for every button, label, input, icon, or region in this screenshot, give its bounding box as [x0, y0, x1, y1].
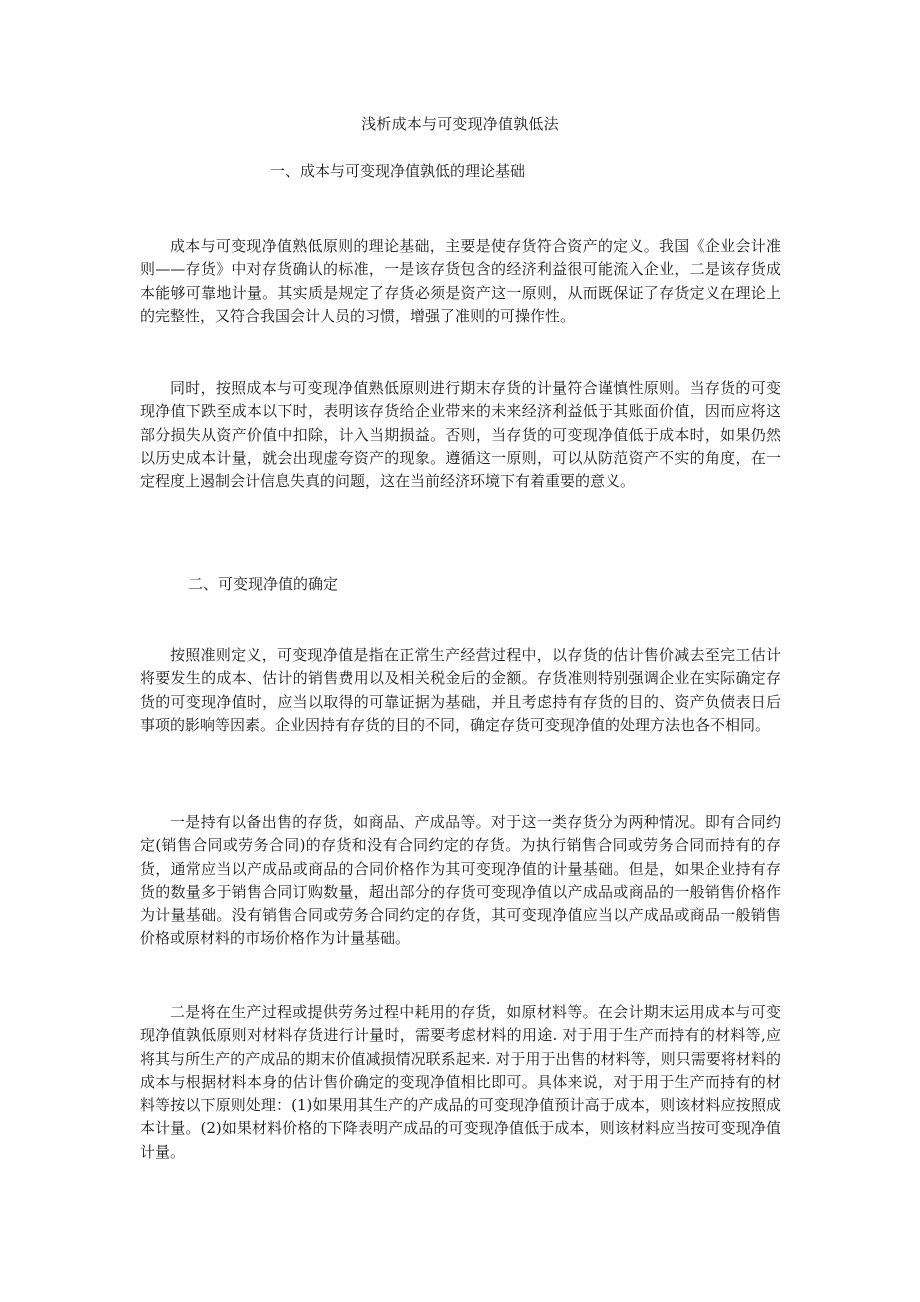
paragraph: 二是将在生产过程或提供劳务过程中耗用的存货，如原材料等。在会计期末运用成本与可变现净值孰低原则对材料存货进行计量时，需要考虑材料的用途. 对于用于生产而持有的材料等,应将其与所生产的产成品的期末价值减损情况联系起来. 对于用于出售的材料等，则只需要将材料的成本与根据材料本身的估计售价确定的变现净值相比即可。具体来说，对于用于生产而持有的材料等按以下原则处理：(1)如果用其生产的产成品的可变现净值预计高于成本，则该材料应按照成本计量。(2)如果材料价格的下降表明产成品的可变现净值低于成本，则该材料应当按可变现净值计量。 [140, 1003, 781, 1161]
paragraph: 同时，按照成本与可变现净值熟低原则进行期末存货的计量符合谨慎性原则。当存货的可变现净值下跌至成本以下时，表明该存货给企业带来的未来经济利益低于其账面价值，因而应将这部分损失从资产价值中扣除，计入当期损益。否则，当存货的可变现净值低于成本时，如果仍然以历史成本计量，就会出现虚夸资产的现象。遵循这一原则，可以从防范资产不实的角度，在一定程度上遏制会计信息失真的问题，这在当前经济环境下有着重要的意义。 [140, 379, 781, 491]
paragraph: 按照准则定义，可变现净值是指在正常生产经营过程中，以存货的估计售价减去至完工估计将要发生的成本、估计的销售费用以及相关税金后的金额。存货准则特别强调企业在实际确定存货的可变现净值时，应当以取得的可靠证据为基础，并且考虑持有存货的目的、资产负债表日后事项的影响等因素。企业因持有存货的目的不同，确定存货可变现净值的处理方法也各不相同。 [140, 646, 781, 734]
section-heading-2: 二、可变现净值的确定 [188, 575, 339, 593]
section-heading-1: 一、成本与可变现净值孰低的理论基础 [270, 162, 526, 180]
paragraph: 一是持有以备出售的存货，如商品、产成品等。对于这一类存货分为两种情况。即有合同约定(销售合同或劳务合同)的存货和没有合同约定的存货。为执行销售合同或劳务合同而持有的存货，通常应当以产成品或商品的合同价格作为其可变现净值的计量基础。但是，如果企业持有存货的数量多于销售合同订购数量，超出部分的存货可变现净值以产成品或商品的一般销售价格作为计量基础。没有销售合同或劳务合同约定的存货，其可变现净值应当以产成品或商品一般销售价格或原材料的市场价格作为计量基础。 [140, 813, 781, 948]
paragraph: 成本与可变现净值熟低原则的理论基础，主要是使存货符合资产的定义。我国《企业会计准则——存货》中对存货确认的标准，一是该存货包含的经济利益很可能流入企业，二是该存货成本能够可靠地计量。其实质是规定了存货必须是资产这一原则，从而既保证了存货定义在理论上的完整性，又符合我国会计人员的习惯，增强了准则的可操作性。 [140, 237, 781, 325]
document-title: 浅析成本与可变现净值孰低法 [361, 115, 559, 133]
